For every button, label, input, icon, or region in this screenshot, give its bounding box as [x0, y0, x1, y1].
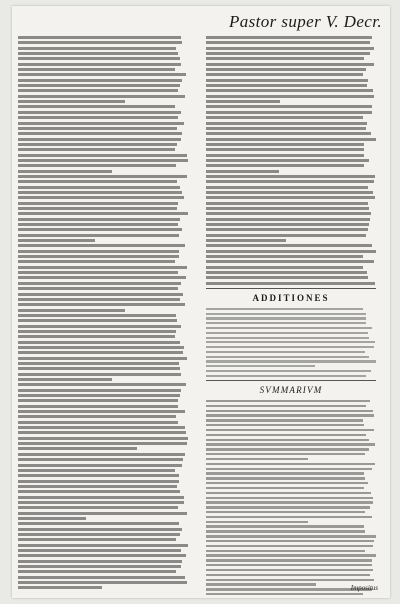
text-line: [18, 266, 187, 269]
divider: [206, 380, 376, 381]
text-line: [206, 327, 372, 329]
text-line: [206, 63, 374, 66]
text-line: [18, 399, 178, 402]
text-line: [206, 540, 374, 542]
text-line: [206, 405, 366, 407]
text-line: [206, 52, 370, 55]
text-line: [18, 538, 176, 541]
text-line: [18, 453, 185, 456]
text-line: [206, 191, 373, 194]
text-line: [18, 447, 137, 450]
text-line: [206, 337, 369, 339]
text-line: [18, 84, 180, 87]
text-line: [206, 223, 369, 226]
text-line: [18, 260, 175, 263]
text-line: [206, 170, 279, 173]
text-line: [18, 319, 177, 322]
text-line: [206, 250, 376, 253]
text-line: [206, 482, 368, 484]
text-line: [206, 164, 364, 167]
summary-title: SVMMARIVM: [259, 384, 323, 395]
additions-block: [206, 308, 376, 377]
text-line: [18, 47, 176, 50]
text-line: [206, 180, 374, 183]
text-line: [18, 512, 187, 515]
text-line: [18, 202, 178, 205]
text-line: [18, 383, 186, 386]
text-line: [206, 530, 365, 532]
text-line: [18, 175, 187, 178]
text-line: [18, 191, 182, 194]
text-line: [206, 434, 366, 436]
text-line: [18, 298, 180, 301]
text-line: [18, 357, 187, 360]
text-line: [18, 480, 179, 483]
text-line: [18, 490, 180, 493]
text-line: [18, 127, 177, 130]
text-line: [18, 496, 184, 499]
text-line: [206, 506, 370, 508]
text-line: [206, 207, 369, 210]
text-line: [206, 159, 369, 162]
text-line: [18, 464, 182, 467]
text-line: [206, 95, 374, 98]
text-line: [206, 57, 364, 60]
text-line: [206, 569, 373, 571]
text-line: [206, 234, 366, 237]
text-line: [18, 293, 183, 296]
text-line: [18, 351, 183, 354]
text-line: [206, 535, 376, 537]
text-line: [18, 330, 176, 333]
text-line: [18, 36, 181, 39]
divider: [206, 288, 376, 289]
text-line: [206, 453, 365, 455]
text-line: [206, 79, 368, 82]
text-line: [206, 501, 373, 503]
document-page: [12, 6, 390, 598]
text-line: [18, 410, 185, 413]
text-line: [206, 186, 368, 189]
text-line: [206, 127, 366, 130]
text-line: [18, 533, 180, 536]
text-line: [18, 421, 178, 424]
text-line: [18, 309, 125, 312]
text-line: [206, 308, 363, 310]
text-line: [206, 317, 366, 319]
text-line: [206, 148, 364, 151]
text-line: [18, 431, 186, 434]
text-line: [206, 375, 366, 377]
text-line: [206, 559, 372, 561]
text-line: [18, 41, 182, 44]
text-line: [18, 218, 180, 221]
text-line: [206, 525, 364, 527]
text-line: [206, 89, 373, 92]
text-line: [18, 378, 112, 381]
text-line: [206, 370, 371, 372]
text-line: [206, 564, 372, 566]
summary-block: [206, 400, 376, 598]
text-line: [206, 313, 366, 315]
text-line: [18, 180, 177, 183]
text-line: [18, 442, 187, 445]
catchword: Impositus: [350, 584, 378, 592]
text-line: [18, 132, 182, 135]
text-line: [18, 105, 175, 108]
text-line: [18, 170, 112, 173]
text-line: [206, 472, 364, 474]
text-line: [206, 47, 374, 50]
text-line: [206, 332, 368, 334]
text-line: [18, 95, 185, 98]
text-line: [206, 73, 363, 76]
text-line: [18, 314, 176, 317]
text-line: [206, 419, 363, 421]
text-line: [18, 250, 179, 253]
text-line: [18, 325, 181, 328]
text-line: [206, 588, 372, 590]
text-line: [18, 549, 181, 552]
text-line: [206, 212, 371, 215]
text-line: [18, 207, 177, 210]
text-line: [206, 196, 375, 199]
text-line: [206, 492, 371, 494]
text-line: [18, 560, 182, 563]
text-line: [18, 63, 181, 66]
text-line: [18, 394, 180, 397]
main-text-block: [206, 36, 376, 285]
text-line: [18, 362, 179, 365]
text-line: [206, 228, 368, 231]
text-line: [18, 52, 178, 55]
text-line: [18, 73, 186, 76]
text-line: [206, 346, 374, 348]
text-line: [206, 448, 369, 450]
main-text-column-left: [18, 36, 188, 592]
text-line: [206, 545, 373, 547]
text-line: [206, 239, 286, 242]
text-line: [18, 506, 178, 509]
text-line: [206, 410, 373, 412]
text-line: [18, 335, 175, 338]
text-line: [206, 550, 365, 552]
text-line: [206, 365, 315, 367]
text-line: [206, 260, 374, 263]
text-line: [206, 218, 370, 221]
text-line: [206, 36, 372, 39]
text-line: [206, 554, 376, 556]
text-line: [206, 521, 308, 523]
text-line: [18, 116, 178, 119]
text-line: [18, 469, 175, 472]
text-line: [206, 132, 371, 135]
text-line: [18, 554, 186, 557]
text-line: [18, 282, 181, 285]
text-line: [18, 341, 180, 344]
text-line: [206, 414, 374, 416]
text-line: [18, 586, 102, 589]
text-line: [18, 57, 180, 60]
text-line: [206, 593, 363, 595]
text-line: [18, 346, 184, 349]
text-line: [206, 105, 372, 108]
text-line: [206, 341, 375, 343]
text-line: [206, 477, 365, 479]
text-line: [206, 439, 369, 441]
text-line: [18, 239, 95, 242]
text-line: [18, 159, 188, 162]
text-line: [206, 322, 366, 324]
text-line: [206, 84, 367, 87]
text-line: [18, 228, 182, 231]
text-line: [206, 244, 372, 247]
text-line: [206, 360, 376, 362]
text-line: [206, 574, 370, 576]
text-line: [206, 143, 364, 146]
text-line: [18, 415, 176, 418]
text-line: [206, 41, 370, 44]
text-line: [18, 373, 181, 376]
text-line: [18, 426, 185, 429]
text-line: [206, 116, 363, 119]
text-line: [18, 138, 181, 141]
text-line: [18, 143, 177, 146]
text-line: [206, 351, 365, 353]
text-line: [206, 100, 280, 103]
running-head: Pastor super V. Decr.: [228, 12, 382, 31]
text-line: [18, 528, 182, 531]
text-line: [18, 212, 188, 215]
text-line: [18, 485, 177, 488]
text-line: [18, 544, 188, 547]
text-line: [206, 583, 316, 585]
text-line: [18, 474, 179, 477]
text-line: [206, 468, 372, 470]
text-line: [18, 581, 187, 584]
text-line: [206, 111, 372, 114]
text-line: [18, 148, 175, 151]
text-line: [18, 244, 185, 247]
text-line: [206, 271, 367, 274]
text-line: [18, 111, 181, 114]
text-line: [18, 154, 187, 157]
text-line: [206, 266, 363, 269]
text-line: [206, 400, 370, 402]
text-line: [206, 511, 365, 513]
text-line: [18, 196, 184, 199]
text-line: [18, 79, 182, 82]
text-line: [18, 100, 125, 103]
text-line: [18, 122, 184, 125]
text-line: [18, 501, 184, 504]
text-line: [206, 154, 364, 157]
text-line: [18, 522, 179, 525]
text-line: [206, 175, 375, 178]
text-line: [206, 68, 366, 71]
text-line: [18, 234, 179, 237]
additions-title: ADDITIONES: [252, 292, 330, 303]
text-line: [206, 487, 364, 489]
text-line: [18, 186, 180, 189]
text-line: [206, 579, 374, 581]
text-line: [18, 303, 185, 306]
text-line: [18, 389, 181, 392]
main-text-column-right: [206, 36, 376, 598]
text-line: [18, 405, 178, 408]
text-line: [18, 276, 186, 279]
text-line: [18, 437, 188, 440]
text-line: [18, 565, 181, 568]
text-line: [18, 255, 179, 258]
text-line: [206, 202, 368, 205]
text-line: [18, 164, 176, 167]
text-line: [18, 367, 180, 370]
text-line: [206, 443, 375, 445]
text-line: [206, 255, 363, 258]
text-line: [206, 424, 364, 426]
text-line: [206, 429, 374, 431]
text-line: [206, 463, 375, 465]
text-line: [18, 89, 178, 92]
text-line: [206, 122, 367, 125]
text-line: [18, 570, 176, 573]
text-line: [18, 287, 178, 290]
text-line: [206, 282, 375, 285]
text-line: [206, 516, 372, 518]
text-line: [206, 276, 368, 279]
text-line: [206, 497, 373, 499]
text-line: [18, 576, 185, 579]
text-line: [18, 458, 183, 461]
text-line: [18, 223, 178, 226]
text-line: [206, 138, 376, 141]
text-line: [18, 68, 175, 71]
text-line: [206, 356, 369, 358]
text-line: [18, 271, 178, 274]
text-line: [206, 458, 308, 460]
text-line: [18, 517, 86, 520]
